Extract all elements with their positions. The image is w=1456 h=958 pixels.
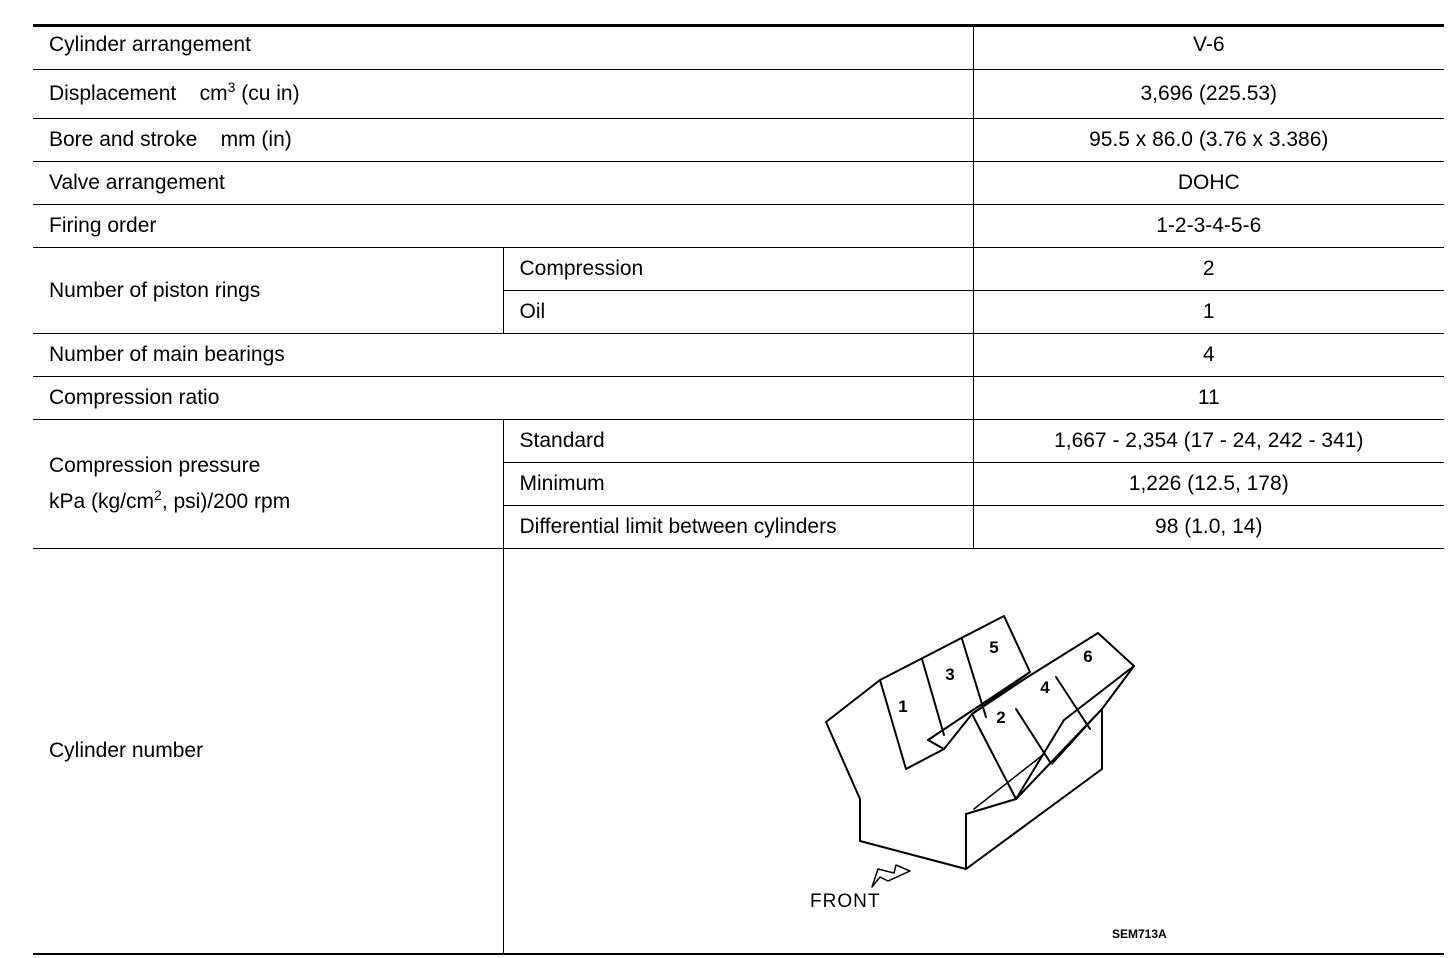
displacement-value: 3,696 (225.53) <box>973 70 1444 119</box>
bore-stroke-label <box>33 119 973 162</box>
displacement-unit-cm: cm <box>199 82 228 105</box>
compression-pressure-text: Compression pressure <box>49 454 261 477</box>
pressure-minimum-label: Minimum <box>503 463 973 506</box>
v6-engine-illustration <box>504 549 1445 952</box>
cyl-divider-1-3 <box>922 659 944 735</box>
engine-spec-table <box>33 24 1444 955</box>
main-bearings-label: Number of main bearings <box>33 334 973 377</box>
row-compression-ratio <box>33 377 1444 420</box>
compression-pressure-label <box>33 420 503 549</box>
left-bank-corner <box>928 740 944 749</box>
main-bearings-value: 4 <box>973 334 1444 377</box>
pressure-standard-label: Standard <box>503 420 973 463</box>
compression-ratio-value: 11 <box>973 377 1444 420</box>
cyl-divider-2-4 <box>1016 709 1050 762</box>
pressure-standard-value: 1,667 - 2,354 (17 - 24, 242 - 341) <box>973 420 1444 463</box>
piston-rings-compression-value: 2 <box>973 248 1444 291</box>
cylinder-label-3: 3 <box>944 665 955 684</box>
left-cylinder-bank <box>826 616 1030 769</box>
displacement-text: Displacement <box>49 82 177 105</box>
valve-arrangement-value: DOHC <box>973 162 1444 205</box>
bore-stroke-unit: mm (in) <box>220 128 292 151</box>
front-label: FRONT <box>809 891 880 912</box>
crankcase-top-edge <box>966 799 1016 814</box>
row-displacement <box>33 70 1444 119</box>
crankcase-outline <box>826 709 1102 869</box>
row-bore-stroke <box>33 119 1444 162</box>
row-cylinder-arrangement <box>33 26 1444 70</box>
cylinder-number-diagram <box>503 549 1444 954</box>
firing-order-label: Firing order <box>33 205 973 248</box>
piston-rings-compression-label: Compression <box>503 248 973 291</box>
front-arrow-icon <box>872 865 910 887</box>
firing-order-value: 1-2-3-4-5-6 <box>973 205 1444 248</box>
row-piston-rings-compression <box>33 248 1444 291</box>
bore-stroke-value: 95.5 x 86.0 (3.76 x 3.386) <box>973 119 1444 162</box>
displacement-unit-cuin: (cu in) <box>241 82 300 105</box>
piston-rings-label: Number of piston rings <box>33 248 503 334</box>
cylinder-arrangement-label: Cylinder arrangement <box>33 26 973 70</box>
row-firing-order <box>33 205 1444 248</box>
left-bank-front-face <box>880 680 944 769</box>
crankcase-inner-line-2 <box>1052 709 1102 764</box>
valve-arrangement-label: Valve arrangement <box>33 162 973 205</box>
piston-rings-oil-label: Oil <box>503 291 973 334</box>
pressure-differential-label: Differential limit between cylinders <box>503 506 973 549</box>
compression-ratio-label: Compression ratio <box>33 377 973 420</box>
compression-pressure-unit-sup: 2 <box>154 487 162 503</box>
row-valve-arrangement <box>33 162 1444 205</box>
cylinder-label-2: 2 <box>995 708 1006 727</box>
compression-pressure-unit-rest: , psi)/200 rpm <box>161 490 291 513</box>
piston-rings-oil-value: 1 <box>973 291 1444 334</box>
displacement-unit-sup: 3 <box>227 79 236 95</box>
cylinder-label-1: 1 <box>897 697 908 716</box>
right-bank-side <box>1016 666 1134 799</box>
cylinder-label-5: 5 <box>988 638 999 657</box>
row-pressure-standard <box>33 420 1444 463</box>
row-cylinder-number <box>33 549 1444 954</box>
cylinder-label-4: 4 <box>1039 678 1050 697</box>
cylinder-label-6: 6 <box>1082 647 1093 666</box>
valley-inner-line <box>972 714 1016 799</box>
figure-code: SEM713A <box>1111 927 1167 941</box>
bore-stroke-text: Bore and stroke <box>49 128 198 151</box>
row-main-bearings <box>33 334 1444 377</box>
pressure-differential-value: 98 (1.0, 14) <box>973 506 1444 549</box>
cylinder-number-label: Cylinder number <box>33 549 503 954</box>
compression-pressure-unit-kpa: kPa (kg/cm <box>49 490 155 513</box>
cylinder-arrangement-value: V-6 <box>973 26 1444 70</box>
displacement-label <box>33 70 973 119</box>
pressure-minimum-value: 1,226 (12.5, 178) <box>973 463 1444 506</box>
